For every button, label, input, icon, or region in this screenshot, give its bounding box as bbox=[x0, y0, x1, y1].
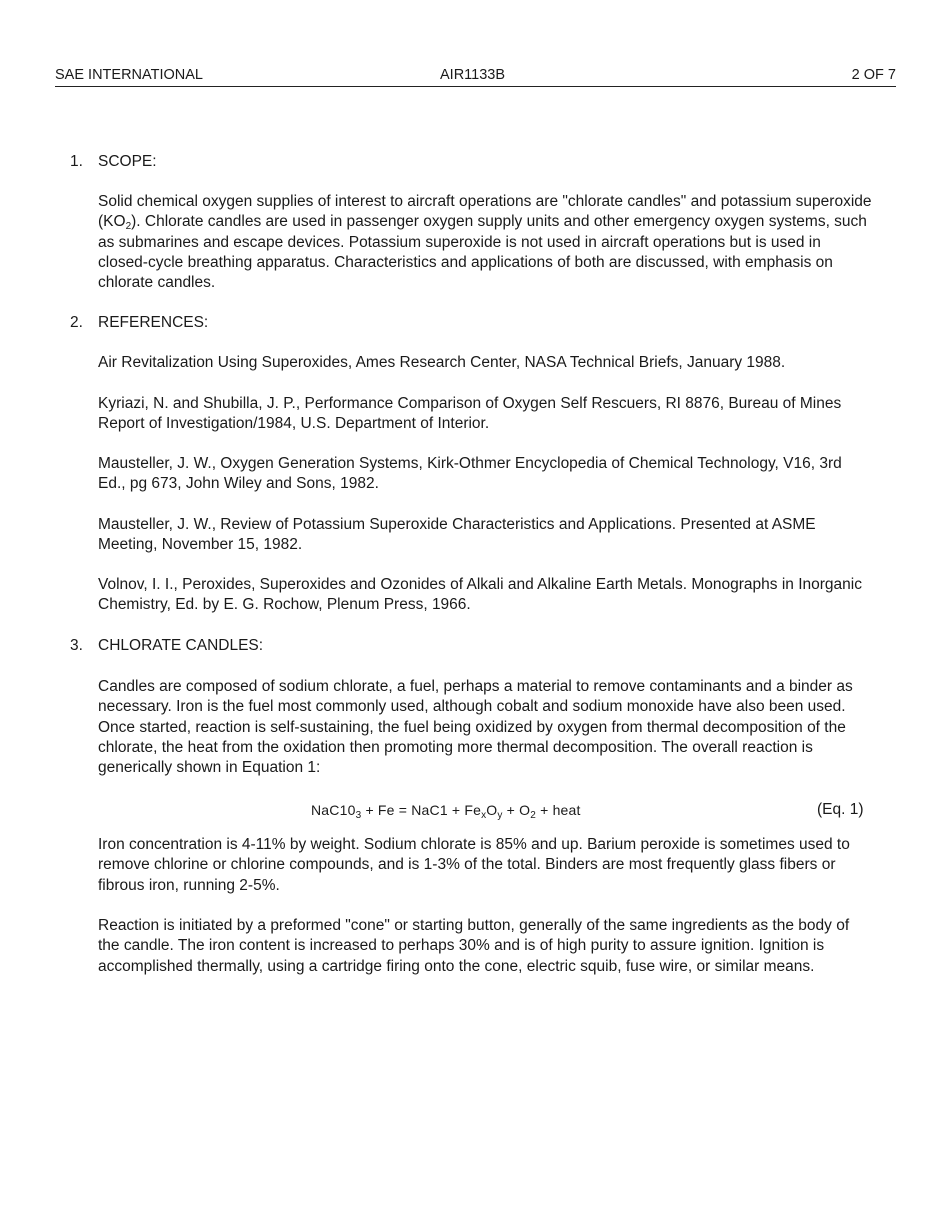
section-title-text: CHLORATE CANDLES: bbox=[98, 637, 264, 654]
section-number: 1. bbox=[70, 153, 83, 170]
reference-item: Mausteller, J. W., Oxygen Generation Systems, Kirk-Othmer Encyclopedia of Chemical Technology, V16, 3rd Ed., pg 673, John Wiley and Sons, 1982. bbox=[98, 455, 842, 493]
equation-subscript: 2 bbox=[530, 810, 537, 821]
equation-subscript: y bbox=[497, 810, 503, 821]
header-page-number: 2 OF 7 bbox=[851, 67, 896, 83]
equation-label: (Eq. 1) bbox=[817, 801, 864, 818]
equation-term: + Fe = NaC1 + Fe bbox=[361, 802, 482, 818]
page-header bbox=[55, 66, 896, 87]
section-title-references bbox=[70, 313, 208, 333]
section-title-chlorate-candles bbox=[70, 636, 263, 656]
chlorate-paragraph-3: Reaction is initiated by a preformed "cone" or starting button, generally of the same ingredients as the body of the candle. The iron content is increased to perhaps 30% and is of high purity to assure ignition. Ignition is accomplished thermally, using a cartridge firing onto the cone, electric squib, fuse wire, or similar means. bbox=[98, 917, 850, 975]
scope-subscript: 2 bbox=[125, 221, 132, 233]
section-number: 3. bbox=[70, 637, 83, 654]
equation-subscript: 3 bbox=[355, 810, 362, 821]
equation-subscript: x bbox=[481, 810, 487, 821]
section-title-text: SCOPE: bbox=[98, 153, 157, 170]
equation-term: NaC10 bbox=[311, 802, 356, 818]
chlorate-paragraph-1: Candles are composed of sodium chlorate, a fuel, perhaps a material to remove contaminants and a binder as necessary. Iron is the fuel most commonly used, although cobalt and sodium monoxide have also been used. Once started, reaction is self-sustaining, the fuel being oxidized by oxygen from thermal decomposition of the chlorate, the heat from the oxidation then promoting more thermal decomposition. The overall reaction is generically shown in Equation 1: bbox=[98, 678, 853, 777]
section-title-text: REFERENCES: bbox=[98, 314, 209, 331]
header-document-id: AIR1133B bbox=[440, 67, 506, 83]
scope-paragraph bbox=[98, 192, 873, 293]
reference-item: Mausteller, J. W., Review of Potassium Superoxide Characteristics and Applications. Presented at ASME Meeting, November 15, 1982. bbox=[98, 516, 816, 554]
chlorate-paragraph-2: Iron concentration is 4-11% by weight. Sodium chlorate is 85% and up. Barium peroxide is sometimes used to remove chlorine or chlorine compounds, and is 1-3% of the total. Binders are most frequently glass fibers or fibrous iron, running 2-5%. bbox=[98, 836, 850, 894]
section-title-scope bbox=[70, 152, 157, 172]
equation-1 bbox=[311, 800, 581, 820]
reference-item: Kyriazi, N. and Shubilla, J. P., Performance Comparison of Oxygen Self Rescuers, RI 8876, Bureau of Mines Report of Investigation/1984, U.S. Department of Interior. bbox=[98, 395, 842, 433]
section-number: 2. bbox=[70, 314, 83, 331]
equation-term: + heat bbox=[536, 802, 581, 818]
equation-term: + O bbox=[502, 802, 531, 818]
reference-item: Air Revitalization Using Superoxides, Ames Research Center, NASA Technical Briefs, January 1988. bbox=[98, 354, 786, 371]
header-organization: SAE INTERNATIONAL bbox=[55, 67, 203, 83]
equation-term: O bbox=[486, 802, 498, 818]
reference-item: Volnov, I. I., Peroxides, Superoxides and Ozonides of Alkali and Alkaline Earth Metals. Monographs in Inorganic Chemistry, Ed. by E. G. Rochow, Plenum Press, 1966. bbox=[98, 576, 862, 614]
scope-text-part1: Solid chemical oxygen supplies of interest to aircraft operations are "chlorate candles" and potassium superoxide (KO bbox=[98, 193, 872, 231]
scope-text-part2: ). Chlorate candles are used in passenger oxygen supply units and other emergency oxygen systems, such as submarines and escape devices. Potassium superoxide is not used in aircraft operations but is used in closed-cycle breathing apparatus. Characteristics and applications of both are discussed, with emphasis on chlorate candles. bbox=[98, 213, 867, 292]
